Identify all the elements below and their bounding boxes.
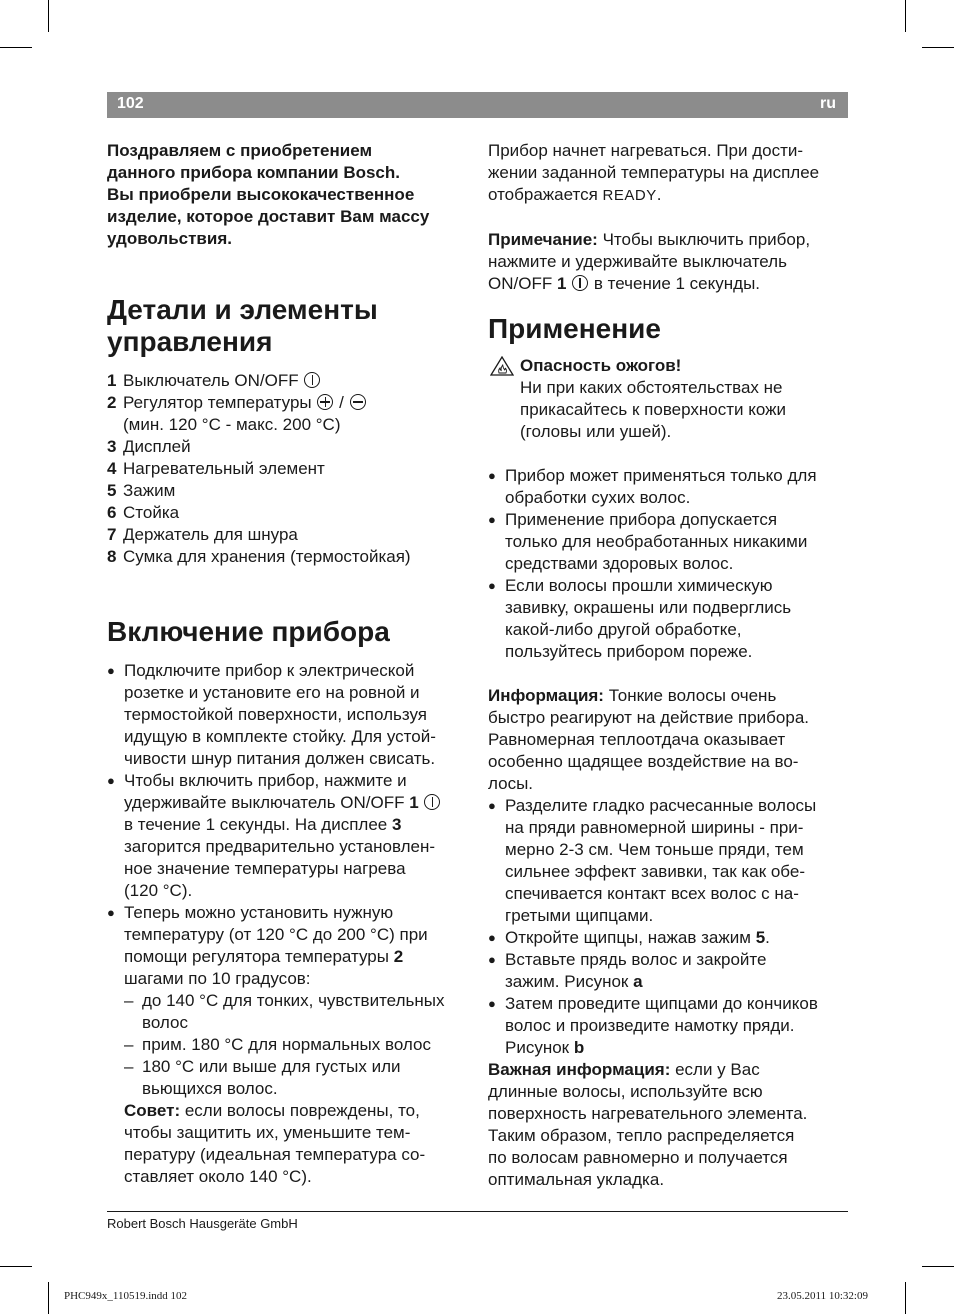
footer-company: Robert Bosch Hausgeräte GmbH — [107, 1216, 298, 1231]
item-text: Стойка — [123, 503, 180, 522]
right-column — [488, 140, 850, 1191]
usage-restrictions-list — [488, 465, 850, 663]
note-paragraph — [488, 229, 850, 295]
text-line: Таким образом, тепло распределяется — [488, 1126, 795, 1145]
text-run: помощи регулятора температуры — [124, 947, 389, 966]
text-line: только для необработанных никакими — [505, 532, 808, 551]
item-text: Дисплей — [123, 437, 191, 456]
text-line: ● Чтобы включить прибор, нажмите и — [124, 771, 407, 790]
ref-number: 2 — [393, 947, 404, 966]
text-line: ● Теперь можно установить нужную — [124, 903, 394, 922]
text-line: обработки сухих волос. — [505, 488, 691, 507]
text-line: – 180 °C или выше для густых или — [142, 1057, 401, 1076]
heading-line: управления — [107, 326, 273, 357]
crop-mark — [922, 1266, 954, 1267]
item-number: 7 — [107, 525, 117, 544]
figure-ref: a — [633, 972, 643, 991]
tip-label: Совет: — [124, 1101, 181, 1120]
minus-icon — [350, 394, 366, 410]
item-number: 6 — [107, 503, 117, 522]
text-line: жении заданной температуры на дисплее — [488, 163, 820, 182]
text-line: вьющихся волос. — [142, 1079, 278, 1098]
print-slug-file: PHC949x_110519.indd 102 — [64, 1290, 188, 1302]
text-line — [488, 685, 850, 707]
list-item — [107, 546, 469, 568]
heading-line: Детали и элементы — [107, 294, 378, 325]
text-line — [488, 273, 850, 295]
parts-heading — [107, 294, 469, 358]
text-line: ● Подключите прибор к электрической — [124, 661, 415, 680]
item-number: 1 — [107, 371, 117, 390]
text-line: термостойкой поверхности, используя — [124, 705, 427, 724]
text-line: быстро реагируют на действие прибора. — [488, 708, 809, 727]
text-line: Прибор начнет нагреваться. При дости- — [488, 141, 804, 160]
item-number: 8 — [107, 547, 117, 566]
text-line: ставляет около 140 °C). — [124, 1167, 312, 1186]
display-ready-text: READY — [602, 187, 657, 204]
text-run: зажим. Рисунок — [505, 972, 629, 991]
left-column — [107, 140, 469, 1188]
switch-on-list — [107, 660, 469, 1188]
text-line: пературу (идеальная температура со- — [124, 1145, 426, 1164]
crop-mark — [0, 47, 32, 48]
page-header-bar — [107, 92, 848, 118]
list-item — [488, 993, 850, 1059]
text-line: спечивается контакт всех волос с на- — [505, 884, 799, 903]
text-run: ON/OFF — [488, 274, 553, 293]
important-paragraph — [488, 1059, 850, 1191]
list-item — [124, 1056, 469, 1100]
list-item — [488, 927, 850, 949]
burn-warning — [488, 355, 850, 443]
text-line: гретыми щипцами. — [505, 906, 654, 925]
switch-on-heading: Включение прибора — [107, 616, 390, 647]
text-line: шагами по 10 градусов: — [124, 969, 311, 988]
item-text: Держатель для шнура — [123, 525, 298, 544]
text-line: завивку, окрашены или подверглись — [505, 598, 792, 617]
crop-mark — [922, 47, 954, 48]
text-line: волос — [142, 1013, 188, 1032]
item-text: Нагревательный элемент — [123, 459, 325, 478]
text-run: отображается — [488, 185, 598, 204]
power-icon — [304, 372, 320, 388]
language-code: ru — [820, 95, 836, 112]
text-line: ● Разделите гладко расчесанные волосы — [505, 796, 817, 815]
ref-number: 3 — [392, 815, 402, 834]
text-line: по волосам равномерно и получается — [488, 1148, 788, 1167]
list-item — [488, 575, 850, 663]
list-item — [107, 436, 469, 458]
list-item — [107, 502, 469, 524]
ref-number: 1 — [409, 793, 419, 812]
warning-triangle-icon — [490, 356, 514, 376]
text-line: ное значение температуры нагрева — [124, 859, 406, 878]
text-line: волос и произведите намотку пряди. — [505, 1016, 795, 1035]
crop-mark — [905, 1282, 906, 1314]
parts-list — [107, 370, 469, 568]
text-run: Рисунок — [505, 1038, 570, 1057]
crop-mark — [0, 1266, 32, 1267]
text-line: средствами здоровых волос. — [505, 554, 734, 573]
text-run: удерживайте выключатель ON/OFF — [124, 793, 405, 812]
text-line: мерно 2-3 см. Чем тоньше пряди, тем — [505, 840, 804, 859]
text-line: идущую в комплекте стойку. Для устой- — [124, 727, 436, 746]
intro-line: изделие, которое доставит Вам массу — [107, 207, 430, 226]
text-line: сильнее эффект завивки, так как обе- — [505, 862, 805, 881]
plus-icon — [317, 394, 333, 410]
usage-steps-list — [488, 795, 850, 1059]
ref-number: 5 — [755, 928, 766, 947]
list-item — [488, 465, 850, 509]
text-line: чивости шнур питания должен свисать. — [124, 749, 436, 768]
text-line: температуру (от 120 °C до 200 °C) при — [124, 925, 428, 944]
text-line: оптимальная укладка. — [488, 1170, 665, 1189]
crop-mark — [48, 1282, 49, 1314]
power-icon — [572, 275, 588, 291]
crop-mark — [905, 0, 906, 32]
power-icon — [424, 794, 440, 810]
text-line: особенно щадящее воздействие на во- — [488, 752, 799, 771]
text-line — [505, 971, 850, 993]
text-line — [488, 229, 850, 251]
text-run: Тонкие волосы очень — [608, 686, 777, 705]
temperature-list — [124, 990, 469, 1100]
text-line: ● Вставьте прядь волос и закройте — [505, 950, 767, 969]
item-text: Зажим — [123, 481, 176, 500]
text-line: загорится предварительно установлен- — [124, 837, 436, 856]
text-line — [488, 1059, 850, 1081]
usage-heading: Применение — [488, 313, 661, 344]
text-line: розетке и установите его на ровной и — [124, 683, 420, 702]
text-run: Чтобы выключить прибор, — [602, 230, 811, 249]
crop-mark — [48, 0, 49, 32]
text-line: длинные волосы, используйте всю — [488, 1082, 763, 1101]
text-line — [505, 927, 850, 949]
list-item — [107, 392, 469, 436]
intro-line: Поздравляем с приобретением — [107, 141, 373, 160]
item-text: Сумка для хранения (термостойкая) — [123, 547, 411, 566]
text-line: (головы или ушей). — [520, 422, 672, 441]
list-item — [107, 770, 469, 902]
list-item — [107, 524, 469, 546]
text-line — [505, 1037, 850, 1059]
item-number: 3 — [107, 437, 117, 456]
text-line: – прим. 180 °C для нормальных волос — [142, 1035, 431, 1054]
item-text: Регулятор температуры — [123, 393, 312, 412]
list-item — [107, 370, 469, 392]
tip-paragraph — [124, 1100, 469, 1188]
item-number: 5 — [107, 481, 117, 500]
text-line: лосы. — [488, 774, 534, 793]
print-slug-date: 23.05.2011 10:32:09 — [777, 1290, 868, 1302]
text-line: ● Затем проведите щипцами до кончиков — [505, 994, 818, 1013]
separator: / — [339, 393, 344, 412]
text-line — [124, 792, 469, 814]
text-line: какой-либо другой обработке, — [505, 620, 742, 639]
intro-line: данного прибора компании Bosch. — [107, 163, 400, 182]
text-run: в течение 1 секунды. На дисплее — [124, 815, 388, 834]
ref-number: 1 — [556, 274, 567, 293]
info-paragraph — [488, 685, 850, 795]
text-run: если у Вас — [675, 1060, 760, 1079]
item-number: 4 — [107, 459, 117, 478]
item-text: (мин. 120 °C - макс. 200 °C) — [123, 415, 341, 434]
info-label: Информация: — [488, 686, 604, 705]
list-item — [107, 458, 469, 480]
text-line: пользуйтесь прибором пореже. — [505, 642, 753, 661]
list-item — [488, 949, 850, 993]
text-run: в течение 1 секунды. — [593, 274, 761, 293]
important-label: Важная информация: — [488, 1060, 671, 1079]
footer-divider — [107, 1211, 848, 1212]
list-item — [107, 480, 469, 502]
text-line: ● Применение прибора допускается — [505, 510, 778, 529]
text-line: Равномерная теплоотдача оказывает — [488, 730, 786, 749]
text-line: Ни при каких обстоятельствах не — [520, 378, 783, 397]
text-line — [124, 814, 469, 836]
list-item — [488, 509, 850, 575]
text-run: Откройте щипцы, нажав зажим — [505, 928, 751, 947]
text-run: . — [656, 185, 662, 204]
figure-ref: b — [573, 1038, 585, 1057]
text-line: ● Если волосы прошли химическую — [505, 576, 773, 595]
heating-paragraph — [488, 140, 850, 207]
list-item — [124, 1034, 469, 1056]
text-line: прикасайтесь к поверхности кожи — [520, 400, 786, 419]
item-text: Выключатель ON/OFF — [123, 371, 299, 390]
text-line: ● Прибор может применяться только для — [505, 466, 817, 485]
text-line: нажмите и удерживайте выключатель — [488, 252, 787, 271]
text-run: если волосы повреждены, то, — [184, 1101, 420, 1120]
text-line: (120 °C). — [124, 881, 193, 900]
list-item — [124, 990, 469, 1034]
note-label: Примечание: — [488, 230, 598, 249]
intro-paragraph — [107, 140, 469, 250]
text-line: поверхность нагревательного элемента. — [488, 1104, 808, 1123]
text-run: . — [765, 928, 770, 947]
list-item — [488, 795, 850, 927]
intro-line: удовольствия. — [107, 229, 232, 248]
warning-title: Опасность ожогов! — [520, 356, 682, 375]
text-line: чтобы защитить их, уменьшите тем- — [124, 1123, 411, 1142]
intro-line: Вы приобрели высококачественное — [107, 185, 415, 204]
item-number: 2 — [107, 393, 117, 412]
text-line — [124, 946, 469, 968]
list-item — [107, 660, 469, 770]
text-line: на пряди равномерной ширины - при- — [505, 818, 804, 837]
text-line — [124, 1100, 469, 1122]
text-line — [488, 184, 850, 207]
page-number: 102 — [117, 95, 144, 112]
list-item — [107, 902, 469, 1188]
text-line: – до 140 °C для тонких, чувствительных — [142, 991, 445, 1010]
